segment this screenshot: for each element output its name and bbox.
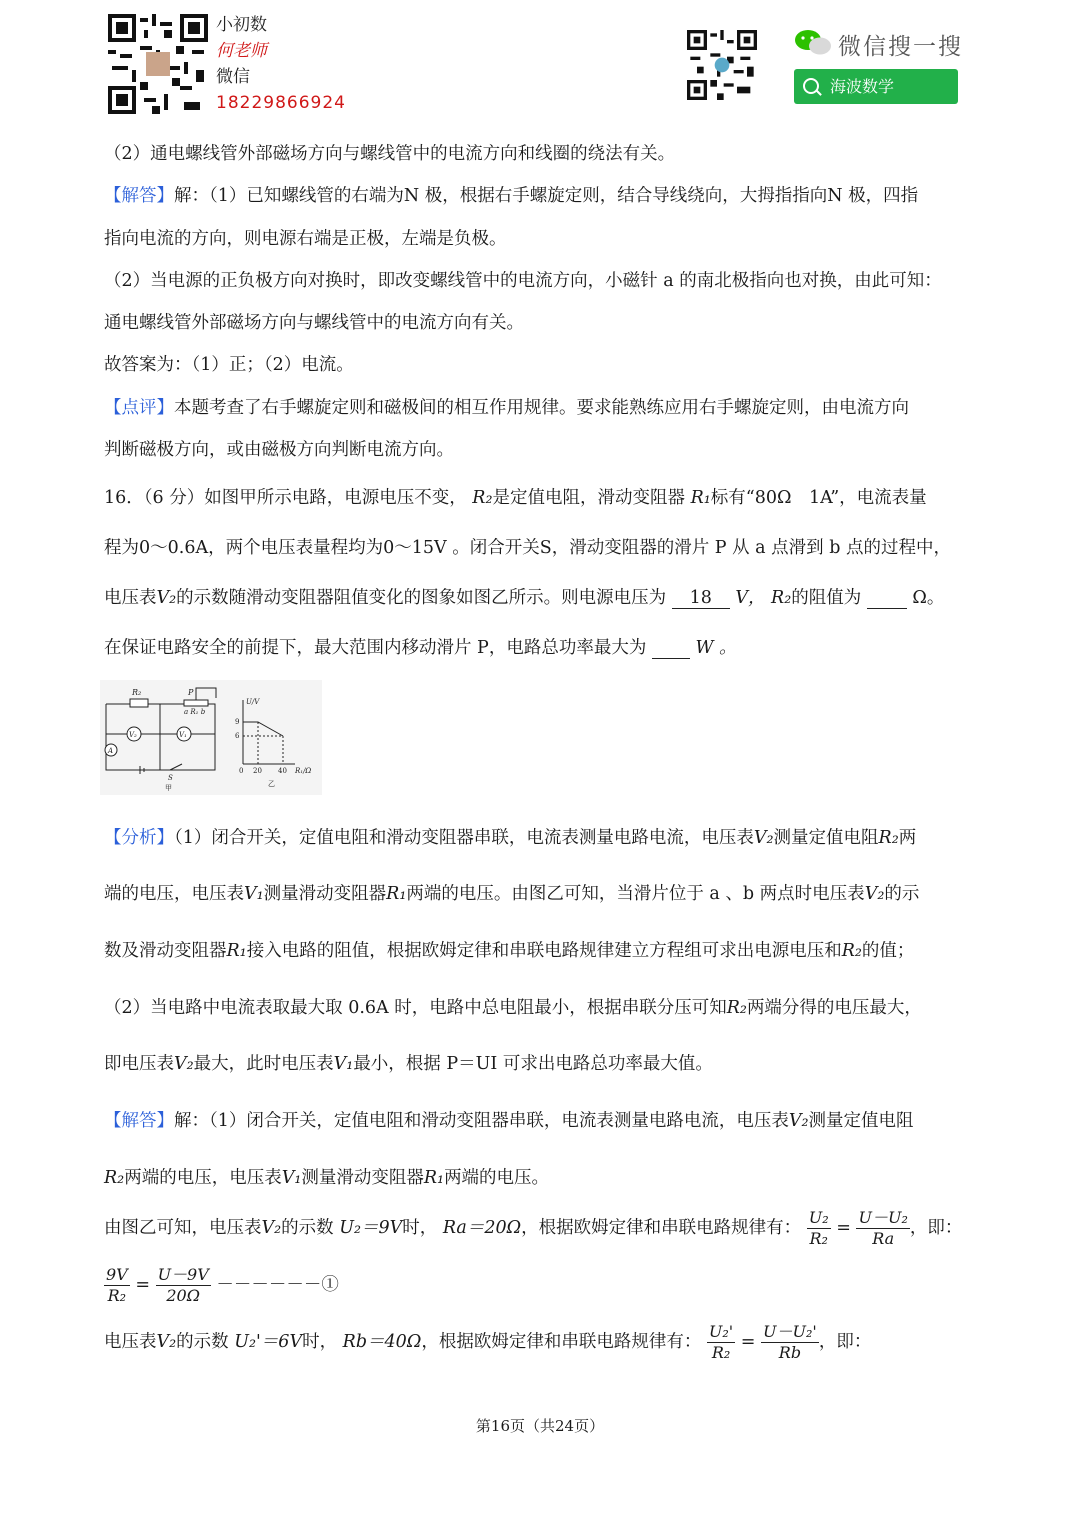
text-span: Ω。 [912, 588, 945, 608]
text-span: （1）闭合开关，定值电阻和滑动变阻器串联，电流表测量电路电流，电压表 [174, 828, 754, 848]
text-span: 两端分得的电压最大， [746, 998, 922, 1018]
symbol-r2: R₂ [104, 1168, 125, 1188]
text-span: 的示数随滑动变阻器阻值变化的图象如图乙所示。则电源电压为 [176, 588, 667, 608]
text-span: 时， [302, 1332, 338, 1352]
text-span: 的示数 [176, 1332, 229, 1352]
wechat-search-label: 海波数学 [830, 77, 895, 96]
fraction [104, 1265, 130, 1306]
symbol-r1: R₁ [226, 941, 247, 961]
fraction [807, 1208, 831, 1249]
graph-y-tick-6: 6 [235, 732, 240, 740]
fig-label-p: P [188, 688, 194, 697]
text-span: ，即： [909, 1218, 963, 1238]
denominator: R₂ [107, 1286, 127, 1305]
wechat-search-button[interactable] [794, 69, 958, 104]
symbol-v1: V₁ [333, 1054, 354, 1074]
text-span: W 。 [695, 638, 737, 658]
math-u2p-6v: U₂'＝6V [234, 1332, 303, 1352]
symbol-r2: R₂ [878, 828, 899, 848]
symbol-v2: V₂ [174, 1054, 194, 1074]
symbol-r2: R₂ [726, 998, 747, 1018]
text-span: V， [735, 588, 766, 608]
answer-blank-3 [652, 638, 690, 659]
text-span: 最大，此时电压表 [193, 1054, 334, 1074]
text-span: 电压表 [104, 588, 157, 608]
solution-line-3 [104, 1208, 962, 1249]
question-16-line-4 [104, 634, 737, 659]
text-span: 的示数 [281, 1218, 334, 1238]
fig-label-v2: V₂ [129, 731, 137, 739]
solution-line-1 [104, 1107, 914, 1132]
graph-y-tick-9: 9 [235, 718, 240, 726]
text-line: 指向电流的方向，则电源右端是正极，左端是负极。 [104, 229, 507, 249]
contact-phone: 18229866924 [216, 93, 346, 113]
page-header [0, 0, 1080, 125]
wechat-logo-icon [793, 28, 833, 58]
qr-code-right-image [687, 30, 757, 100]
text-line: （2）当电源的正负极方向对换时，即改变螺线管中的电流方向，小磁针 a 的南北极指向也对换，由此可知： [104, 271, 942, 291]
text-line: （2）通电螺线管外部磁场方向与螺线管中的电流方向和线圈的绕法有关。 [104, 144, 676, 164]
math-ra-20: Ra＝20Ω [442, 1218, 522, 1238]
symbol-r1: R₁ [423, 1168, 445, 1188]
text-span: ，即： [818, 1332, 872, 1352]
denominator: 20Ω [166, 1286, 200, 1305]
fig-label-v1: V₁ [179, 731, 187, 739]
fraction [707, 1322, 735, 1363]
fraction [156, 1265, 211, 1306]
numerator: U－9V [157, 1265, 209, 1284]
numerator: U－U₂ [858, 1208, 908, 1227]
text-span: 最小，根据 P＝UI 可求出电路总功率最大值。 [353, 1054, 713, 1074]
fraction [856, 1208, 909, 1249]
text-span: 本题考查了右手螺旋定则和磁极间的相互作用规律。要求能熟练应用右手螺旋定则，由电流方向 [174, 398, 909, 418]
fig-label-jia: 甲 [165, 784, 172, 792]
text-span: 两端的电压。 [444, 1168, 550, 1188]
text-span: 16．（6 分）如图甲所示电路，电源电压不变， [104, 488, 467, 508]
text-span: 标有“80Ω 1A”，电流表量 [710, 488, 927, 508]
text-span: 两 [898, 828, 917, 848]
wechat-search-title: 微信搜一搜 [838, 34, 963, 60]
search-icon [803, 78, 819, 94]
denominator: Ra [872, 1229, 895, 1248]
text-span: 在保证电路安全的前提下，最大范围内移动滑片 P，电路总功率最大为 [104, 638, 647, 658]
contact-info [216, 12, 346, 116]
fig-label-yi: 乙 [268, 780, 275, 788]
text-span: 测量定值电阻 [808, 1111, 914, 1131]
text-span: 是定值电阻，滑动变阻器 [492, 488, 685, 508]
text-span: 解：（1）闭合开关，定值电阻和滑动变阻器串联，电流表测量电路电流，电压表 [174, 1111, 789, 1131]
numerator: U₂ [808, 1208, 829, 1227]
fig-label-r2: R₂ [132, 688, 142, 697]
text-span: 测量定值电阻 [773, 828, 879, 848]
symbol-v2: V₂ [156, 1332, 177, 1352]
solution-tag: 【解答】 [104, 1111, 174, 1131]
text-span: 的阻值为 [791, 588, 862, 608]
question-16-line-3 [104, 584, 944, 609]
numerator: U₂' [708, 1322, 734, 1341]
symbol-r2: R₂ [771, 588, 792, 608]
symbol-r2: R₂ [841, 941, 862, 961]
qr-code-left-image [108, 14, 208, 114]
symbol-v2: V₂ [788, 1111, 809, 1131]
answer-tag: 【解答】 [104, 186, 174, 206]
circuit-and-graph-figure [100, 680, 322, 795]
numerator: 9V [106, 1265, 128, 1284]
symbol-v1: V₁ [281, 1168, 302, 1188]
text-span: ，根据欧姆定律和串联电路规律有： [421, 1332, 702, 1352]
contact-line-1: 小初数 [216, 15, 267, 35]
fraction [761, 1322, 819, 1363]
equation-1 [104, 1265, 339, 1306]
graph-x-tick-0: 0 [239, 767, 244, 775]
text-span: （2）当电路中电流表取最大取 0.6A 时，电路中总电阻最小，根据串联分压可知 [104, 998, 727, 1018]
symbol-v2: V₂ [753, 828, 774, 848]
fig-label-a: A [108, 747, 114, 755]
question-16-line-1 [104, 484, 927, 509]
question-16-line-2: 程为0～0.6A，两个电压表量程均为0～15V 。闭合开关S，滑动变阻器的滑片 P 从 a 点滑到 b 点的过程中， [104, 538, 951, 558]
contact-line-2: 何老师 [216, 41, 267, 61]
denominator: R₂ [809, 1229, 828, 1248]
math-rb-40: Rb＝40Ω [342, 1332, 422, 1352]
analysis-line-5 [104, 1050, 713, 1075]
text-span: 即电压表 [104, 1054, 174, 1074]
text-span: 端的电压，电压表 [104, 884, 244, 904]
symbol-v2: V₂ [864, 884, 885, 904]
graph-x-tick-20: 20 [253, 767, 262, 775]
page-number: 第16页（共24页） [475, 1417, 605, 1435]
text-span: 电压表 [104, 1332, 157, 1352]
denominator: Rb [778, 1343, 802, 1362]
comment-tag: 【点评】 [104, 398, 174, 418]
text-span: 数及滑动变阻器 [104, 941, 227, 961]
text-span: 由图乙可知，电压表 [104, 1218, 262, 1238]
equals-sign: = [135, 1275, 150, 1295]
text-span: 两端的电压，电压表 [124, 1168, 282, 1188]
text-span: 测量滑动变阻器 [263, 884, 387, 904]
text-line [104, 182, 918, 207]
equation-number: －－－－－－① [216, 1275, 339, 1295]
text-line: 判断磁极方向，或由磁极方向判断电流方向。 [104, 440, 454, 460]
symbol-r1: R₁ [386, 884, 407, 904]
graph-x-tick-40: 40 [278, 767, 287, 775]
symbol-v1: V₁ [244, 884, 264, 904]
text-line: 通电螺线管外部磁场方向与螺线管中的电流方向有关。 [104, 313, 524, 333]
graph-y-axis-label: U/V [246, 698, 260, 706]
text-span: 的示 [884, 884, 920, 904]
symbol-v2: V₂ [261, 1218, 282, 1238]
text-line: 故答案为：（1）正；（2）电流。 [104, 355, 354, 375]
analysis-line-4 [104, 994, 922, 1019]
text-span: 时， [402, 1218, 438, 1238]
fig-label-ar1b: a R₁ b [184, 708, 206, 716]
text-line [104, 394, 909, 419]
symbol-r1: R₁ [690, 488, 711, 508]
analysis-tag: 【分析】 [104, 828, 174, 848]
text-span: 接入电路的阻值，根据欧姆定律和串联电路规律建立方程组可求出电源电压和 [246, 941, 842, 961]
numerator: U－U₂' [763, 1322, 817, 1341]
analysis-line-3 [104, 937, 914, 962]
text-span: 两端的电压。由图乙可知，当滑片位于 a 、b 两点时电压表 [406, 884, 865, 904]
text-span: 解：（1）已知螺线管的右端为N 极，根据右手螺旋定则，结合导线绕向，大拇指指向N 极，四指 [174, 186, 919, 206]
fig-label-s: S [168, 774, 173, 782]
equals-sign: = [740, 1332, 756, 1352]
graph-x-axis-label: R₁/Ω [295, 767, 312, 775]
contact-line-3: 微信 [216, 67, 250, 87]
math-u2-9v: U₂＝9V [339, 1218, 403, 1238]
solution-line-2 [104, 1164, 549, 1189]
denominator: R₂ [711, 1343, 731, 1362]
symbol-r2: R₂ [472, 488, 493, 508]
text-span: ，根据欧姆定律和串联电路规律有： [521, 1218, 802, 1238]
equals-sign: = [836, 1218, 851, 1238]
analysis-line-1 [104, 824, 916, 849]
solution-line-5 [104, 1322, 871, 1363]
analysis-line-2 [104, 880, 919, 905]
answer-blank-2 [867, 588, 907, 609]
answer-blank-1: 18 [672, 588, 730, 609]
text-span: 测量滑动变阻器 [301, 1168, 424, 1188]
text-span: 的值； [861, 941, 915, 961]
symbol-v2: V₂ [156, 588, 177, 608]
